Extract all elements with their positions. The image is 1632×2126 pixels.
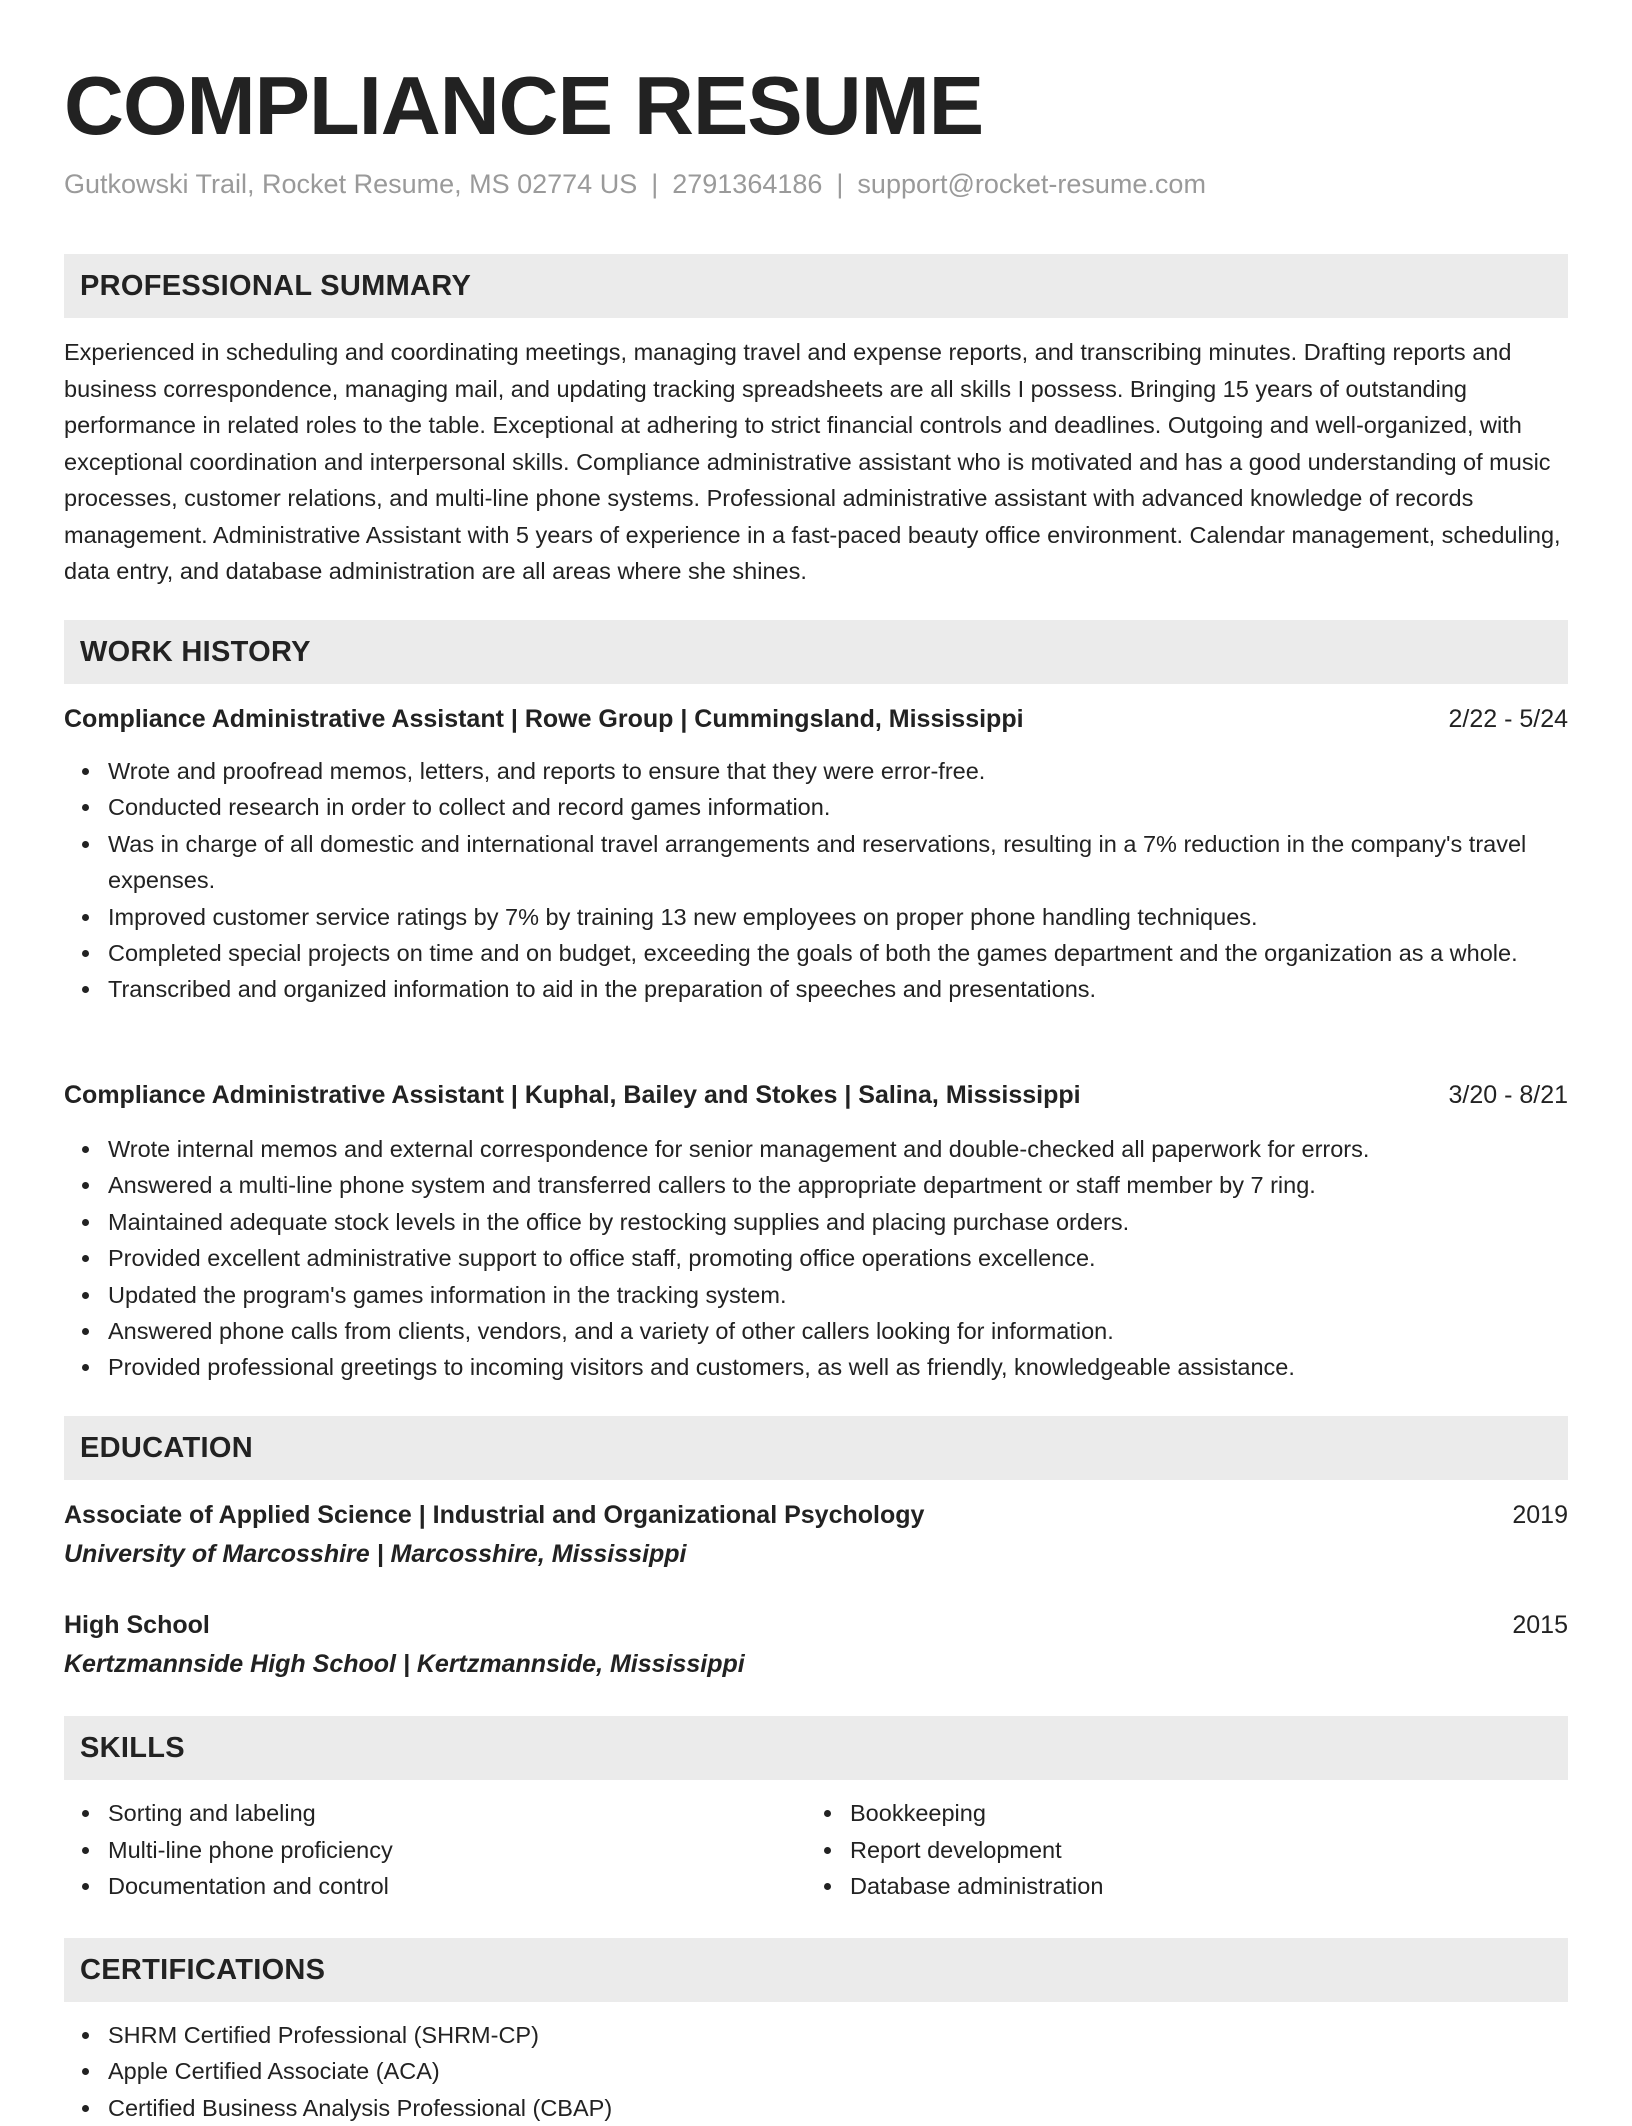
job-bullet: Updated the program's games information in the tracking system.	[108, 1277, 1568, 1313]
resume-name: COMPLIANCE RESUME	[64, 59, 984, 152]
skill-item: Documentation and control	[108, 1868, 764, 1905]
skills-list-right	[806, 1795, 1506, 1905]
contact-separator: |	[836, 169, 844, 199]
section-title: CERTIFICATIONS	[80, 1953, 326, 1986]
job-dates: 3/20 - 8/21	[1448, 1081, 1568, 1109]
job-bullet: Completed special projects on time and on budget, exceeding the goals of both the games department and the organization as a whole.	[108, 935, 1568, 971]
skill-item: Bookkeeping	[850, 1795, 1506, 1832]
certification-item: Apple Certified Associate (ACA)	[108, 2053, 1568, 2089]
education-section-header	[64, 1416, 1568, 1480]
job-dates: 2/22 - 5/24	[1448, 705, 1568, 733]
job-title: Compliance Administrative Assistant | Rowe Group | Cummingsland, Mississippi	[64, 705, 1024, 733]
job-bullet: Provided excellent administrative support to office staff, promoting office operations excellence.	[108, 1240, 1568, 1276]
certifications-list	[64, 2017, 1568, 2126]
skill-item: Multi-line phone proficiency	[108, 1832, 764, 1869]
job-bullet-list	[64, 1131, 1568, 1386]
certifications-section-header	[64, 1938, 1568, 2002]
job-title: Compliance Administrative Assistant | Kuphal, Bailey and Stokes | Salina, Mississippi	[64, 1081, 1081, 1109]
education-heading	[64, 1608, 1568, 1642]
job-bullet: Answered a multi-line phone system and transferred callers to the appropriate department or staff member by 7 ring.	[108, 1167, 1568, 1203]
certification-item: SHRM Certified Professional (SHRM-CP)	[108, 2017, 1568, 2053]
section-title: EDUCATION	[80, 1431, 253, 1464]
job-bullet: Was in charge of all domestic and international travel arrangements and reservations, resulting in a 7% reduction in the company's travel expenses.	[108, 826, 1568, 899]
job-bullet-list	[64, 753, 1568, 1008]
contact-line	[64, 166, 1206, 202]
job-heading	[64, 702, 1568, 736]
contact-phone: 2791364186	[672, 169, 823, 199]
education-degree: Associate of Applied Science | Industrial and Organizational Psychology	[64, 1501, 925, 1529]
education-school: Kertzmannside High School | Kertzmannside, Mississippi	[64, 1650, 745, 1678]
skill-item: Report development	[850, 1832, 1506, 1869]
contact-email: support@rocket-resume.com	[857, 169, 1206, 199]
education-year: 2019	[1512, 1501, 1568, 1529]
summary-text: Experienced in scheduling and coordinating meetings, managing travel and expense reports, and transcribing minutes. Drafting reports and business correspondence, managing mail, and updating tracking spreadsheets are all skills I possess. Bringing 15 years of outstanding performance in related roles to the table. Exceptional at adhering to strict financial controls and deadlines. Outgoing and well-organized, with exceptional coordination and interpersonal skills. Compliance administrative assistant who is motivated and has a good understanding of music processes, customer relations, and multi-line phone systems. Professional administrative assistant with advanced knowledge of records management. Administrative Assistant with 5 years of experience in a fast-paced beauty office environment. Calendar management, scheduling, data entry, and database administration are all areas where she shines.	[64, 339, 1561, 584]
job-bullet: Improved customer service ratings by 7% by training 13 new employees on proper phone handling techniques.	[108, 899, 1568, 935]
skill-item: Database administration	[850, 1868, 1506, 1905]
education-degree: High School	[64, 1611, 210, 1639]
skills-section-header	[64, 1716, 1568, 1780]
education-school: University of Marcosshire | Marcosshire, Mississippi	[64, 1540, 687, 1568]
work-section-header	[64, 620, 1568, 684]
section-title: PROFESSIONAL SUMMARY	[80, 269, 472, 302]
job-bullet: Maintained adequate stock levels in the office by restocking supplies and placing purchase orders.	[108, 1204, 1568, 1240]
job-bullet: Wrote and proofread memos, letters, and reports to ensure that they were error-free.	[108, 753, 1568, 789]
section-title: SKILLS	[80, 1731, 185, 1764]
section-title: WORK HISTORY	[80, 635, 311, 668]
contact-address: Gutkowski Trail, Rocket Resume, MS 02774 US	[64, 169, 638, 199]
contact-separator: |	[651, 169, 659, 199]
skill-item: Sorting and labeling	[108, 1795, 764, 1832]
job-bullet: Wrote internal memos and external correspondence for senior management and double-checked all paperwork for errors.	[108, 1131, 1568, 1167]
job-bullet: Answered phone calls from clients, vendors, and a variety of other callers looking for information.	[108, 1313, 1568, 1349]
job-bullet: Conducted research in order to collect and record games information.	[108, 789, 1568, 825]
skills-list-left	[64, 1795, 764, 1905]
certification-item: Certified Business Analysis Professional (CBAP)	[108, 2090, 1568, 2126]
job-bullet: Provided professional greetings to incoming visitors and customers, as well as friendly, knowledgeable assistance.	[108, 1349, 1568, 1385]
job-heading	[64, 1078, 1568, 1112]
education-year: 2015	[1512, 1611, 1568, 1639]
summary-section-header	[64, 254, 1568, 318]
education-heading	[64, 1498, 1568, 1532]
job-bullet: Transcribed and organized information to aid in the preparation of speeches and presentations.	[108, 971, 1568, 1007]
